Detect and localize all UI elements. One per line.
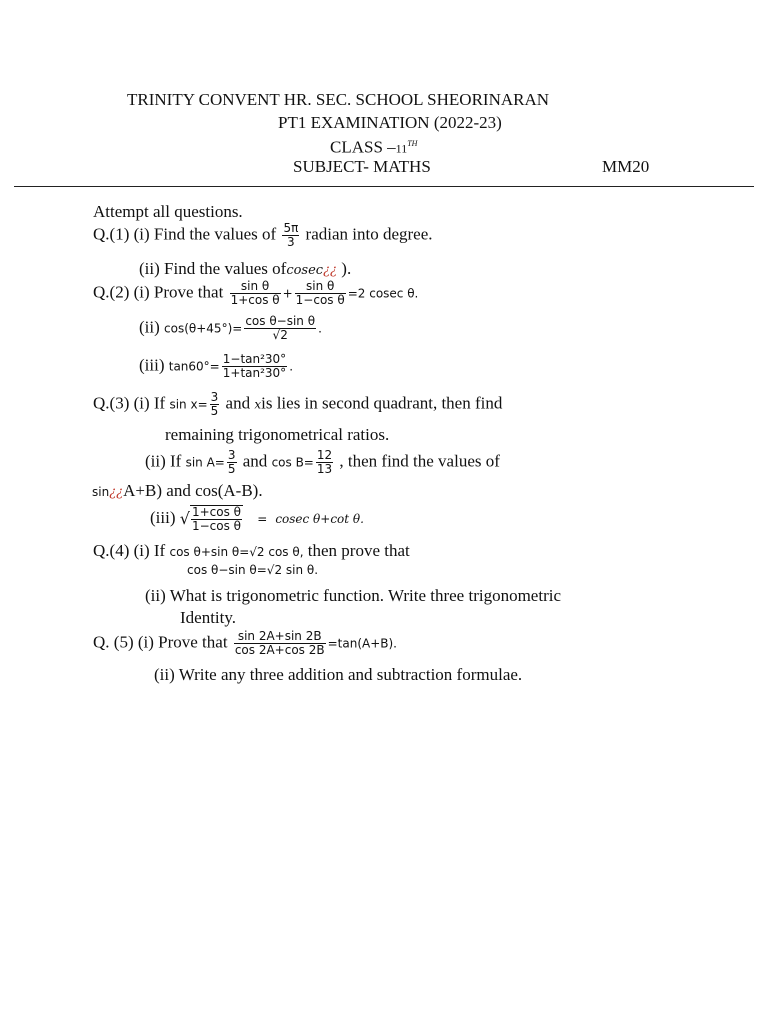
q5-i-prefix: Q. (5) (i) Prove that: [93, 632, 228, 652]
q3-ii-denominator-2: 13: [316, 462, 333, 476]
q4-ii-continuation: Identity.: [180, 608, 237, 627]
q1-i-fraction: [282, 222, 299, 249]
q2-ii-denominator: √2: [272, 328, 288, 342]
q2-ii-numerator: cos θ−sin θ: [245, 314, 316, 328]
q2-i-fraction-1: [230, 280, 281, 307]
header-divider: [14, 186, 754, 187]
q2-i-rhs: =2 cosec θ.: [347, 286, 419, 301]
q1-i-denominator: 3: [287, 235, 295, 249]
q2-ii: [139, 315, 322, 342]
q4-i-prefix: Q.(4) (i) If: [93, 541, 166, 560]
q3-i-fraction: [210, 391, 220, 418]
q3-iii-rhs: cosec θ+cot θ.: [275, 511, 364, 526]
q5-i: [93, 630, 397, 657]
q3-ii-and: and: [242, 451, 268, 471]
q3-iii-prefix: (iii): [150, 507, 176, 527]
q3-i-math: sin x=: [169, 397, 208, 412]
q3-ii-denominator-1: 5: [227, 462, 236, 476]
q3-ii-suffix: , then find the values of: [339, 451, 500, 471]
q3-ii-continuation: [92, 480, 263, 504]
instructions: Attempt all questions.: [93, 202, 243, 221]
q5-i-numerator: sin 2A+sin 2B: [234, 630, 326, 644]
q2-iii-denominator: 1+tan²30°: [222, 366, 287, 380]
q3-iii-equals: =: [257, 511, 268, 526]
q4-i-math: cos θ+sin θ=√2 cos θ,: [169, 545, 304, 559]
q1-ii-glyph: ¿¿: [323, 263, 338, 278]
q5-i-rhs: =tan(A+B).: [327, 636, 397, 651]
q2-iii-lhs: tan60°=: [168, 359, 220, 374]
q1-i-suffix: radian into degree.: [305, 224, 433, 244]
school-name: TRINITY CONVENT HR. SEC. SCHOOL SHEORINARAN: [127, 90, 550, 109]
q3-ii-numerator-2: 12: [316, 448, 333, 462]
q3-ii-prefix: (ii) If: [145, 451, 182, 471]
q3-ii-cont-text: A+B) and cos(A-B).: [123, 481, 263, 500]
q2-i-prefix: Q.(2) (i) Prove that: [93, 282, 224, 302]
q5-ii: (ii) Write any three addition and subtraction formulae.: [154, 665, 523, 684]
subject-label: SUBJECT- MATHS: [293, 157, 431, 176]
class-label: CLASS –: [330, 137, 396, 157]
q3-iii-denominator: 1−cos θ: [191, 519, 241, 533]
q1-i: [93, 222, 433, 249]
q3-ii-fraction-1: [227, 449, 237, 476]
q2-iii-fraction: [222, 353, 287, 380]
max-marks: MM20: [602, 157, 650, 176]
q3-i: [93, 391, 502, 418]
q3-iii-fraction: [190, 505, 243, 533]
q3-i-continuation: remaining trigonometrical ratios.: [165, 425, 390, 444]
class-value: 11: [395, 141, 408, 156]
q2-i-f1-numerator: sin θ: [230, 280, 281, 294]
q2-i-f1-denominator: 1+cos θ: [230, 293, 280, 307]
q3-ii-fraction-2: [316, 449, 333, 476]
q3-ii-math-1: sin A=: [185, 455, 225, 470]
q2-i-fraction-2: [295, 280, 346, 307]
q2-iii-numerator: 1−tan²30°: [222, 352, 287, 366]
q2-ii-fraction: [244, 315, 316, 342]
q4-ii: (ii) What is trigonometric function. Write three trigonometric: [145, 586, 562, 605]
q4-i: [93, 540, 410, 563]
q3-ii: [145, 449, 500, 476]
q3-i-suffix: is lies in second quadrant, then find: [261, 393, 503, 413]
q2-iii-prefix: (iii): [139, 355, 165, 375]
q3-i-and: and: [225, 393, 251, 413]
q1-ii-prefix: (ii) Find the values of: [139, 259, 287, 278]
q5-i-fraction: [234, 630, 326, 657]
q2-i: [93, 280, 418, 307]
q2-iii: [139, 353, 293, 380]
q1-i-numerator: 5π: [283, 221, 299, 235]
q2-i-f2-numerator: sin θ: [295, 280, 346, 294]
q3-iii-numerator: 1+cos θ: [191, 505, 241, 519]
q3-ii-math-2: cos B=: [271, 455, 314, 470]
q4-i-continuation: cos θ−sin θ=√2 sin θ.: [187, 563, 319, 577]
q3-i-numerator: 3: [210, 390, 219, 404]
q3-i-x: x: [254, 397, 262, 412]
q4-i-suffix: then prove that: [307, 541, 410, 560]
q3-iii: [150, 505, 364, 533]
sqrt-icon: √: [179, 509, 190, 528]
q5-i-denominator: cos 2A+cos 2B: [234, 643, 325, 657]
q2-i-plus: +: [282, 286, 293, 301]
q2-i-f2-denominator: 1−cos θ: [295, 293, 345, 307]
q2-ii-prefix: (ii): [139, 317, 160, 337]
q3-i-denominator: 5: [210, 404, 219, 418]
q1-ii-math: cosec: [286, 263, 324, 278]
q1-ii-suffix: ).: [341, 259, 352, 278]
q1-i-prefix: Q.(1) (i) Find the values of: [93, 224, 277, 244]
q2-ii-suffix: .: [318, 321, 322, 336]
q2-ii-lhs: cos(θ+45°)=: [164, 321, 243, 336]
q3-ii-numerator-1: 3: [227, 448, 236, 462]
q3-ii-cont-glyph: ¿¿: [109, 485, 124, 500]
class-line: [330, 134, 417, 159]
q3-i-prefix: Q.(3) (i) If: [93, 393, 166, 413]
class-sup: TH: [407, 139, 418, 148]
q2-iii-suffix: .: [289, 359, 294, 374]
q3-ii-cont-math: sin: [92, 485, 110, 499]
exam-title: PT1 EXAMINATION (2022-23): [278, 113, 502, 132]
